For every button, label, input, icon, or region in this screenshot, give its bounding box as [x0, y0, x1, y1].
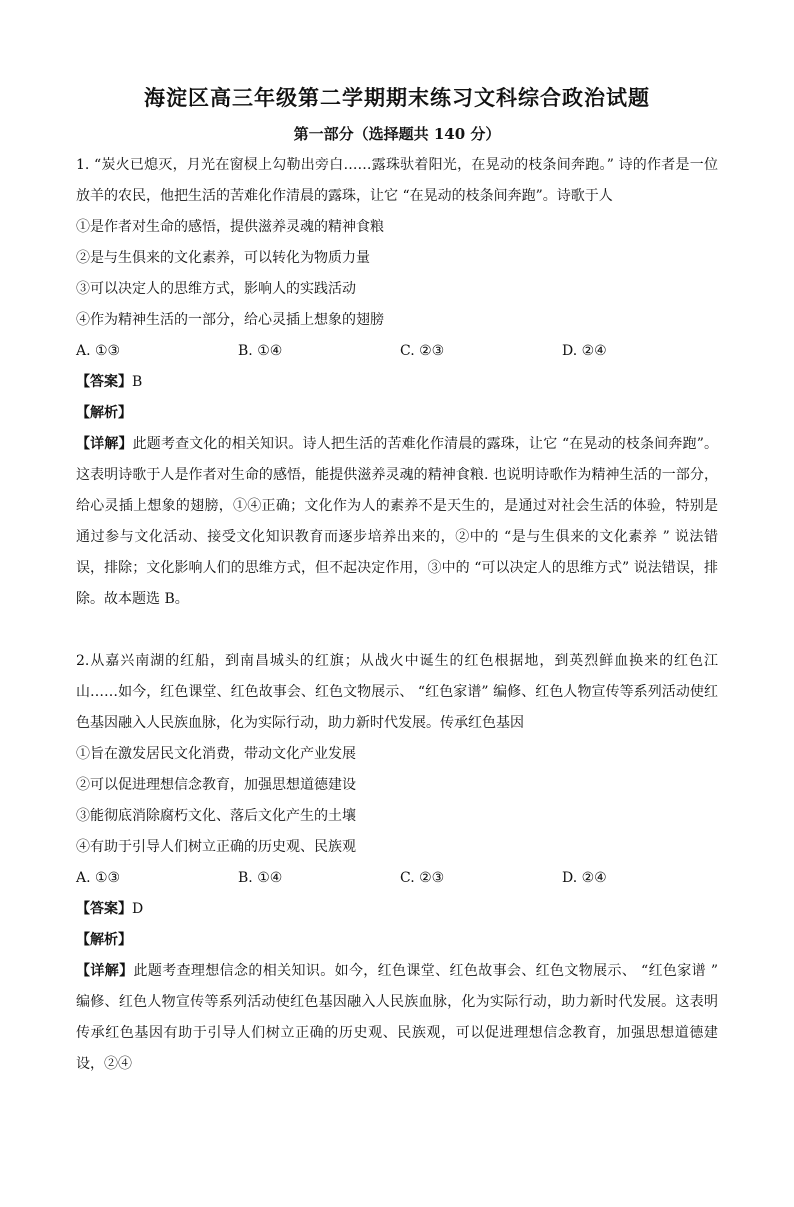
choice-a: A. ①③ — [76, 870, 121, 886]
question-stem: 1. “炭火已熄灭，月光在窗棂上勾勒出旁白……露珠驮着阳光，在晃动的枝条间奔跑。” 诗的作者是一位放羊的农民，他把生活的苦难化作清晨的露珠，让它 “在晃动的枝条间奔跑”。诗歌于人 — [76, 157, 718, 204]
page-title: 海淀区高三年级第二学期期末练习文科综合政治试题 — [144, 85, 650, 110]
choice-row — [76, 863, 718, 894]
choice-row — [76, 336, 718, 367]
detail-label: 【详解】 — [76, 436, 133, 452]
option-item: ①旨在激发居民文化消费，带动文化产业发展 — [76, 746, 356, 762]
detail-text: 此题考查文化的相关知识。诗人把生活的苦难化作清晨的露珠，让它 “在晃动的枝条间奔跑”。这表明诗歌于人是作者对生命的感悟，能提供滋养灵魂的精神食粮. 也说明诗歌作为精神生活的一部分，给心灵插上想象的翅膀，①④正确；文化作为人的素养不是天生的，是通过对社会生活的体验，特别是通过参与文化活动、接受文化知识教育而逐步培养出来的，②中的 “是与生俱来的文化素养 ” 说法错误，排除；文化影响人们的思维方式，但不起决定作用，③中的 “可以决定人的思维方式” 说法错误，排除。故本题选 B。 — [76, 436, 719, 607]
choice-a: A. ①③ — [76, 343, 121, 359]
detail-paragraph — [76, 429, 718, 615]
detail-paragraph — [76, 956, 718, 1080]
answer-value: B — [132, 374, 143, 390]
detail-text: 此题考查理想信念的相关知识。如今，红色课堂、红色故事会、红色文物展示、 “红色家谱 ” 编修、红色人物宣传等系列活动使红色基因融入人民族血脉，化为实际行动，助力新时代发展。这表明传承红色基因有助于引导人们树立正确的历史观、民族观，可以促进理想信念教育，加强思想道德建设，②④ — [76, 963, 719, 1072]
answer-line — [76, 367, 718, 398]
option-item: ④有助于引导人们树立正确的历史观、民族观 — [76, 839, 356, 855]
choice-d: D. ②④ — [562, 870, 607, 886]
choice-c: C. ②③ — [400, 343, 445, 359]
option-item: ②可以促进理想信念教育，加强思想道德建设 — [76, 777, 356, 793]
question-1 — [76, 150, 718, 615]
answer-label: 【答案】 — [76, 374, 132, 390]
choice-c: C. ②③ — [400, 870, 445, 886]
answer-value: D — [132, 901, 144, 917]
section-subtitle: 第一部分（选择题共 140 分） — [293, 125, 501, 143]
answer-label: 【答案】 — [76, 901, 132, 917]
document-page — [0, 84, 794, 1207]
choice-b: B. ①④ — [238, 870, 283, 886]
choice-b: B. ①④ — [238, 343, 283, 359]
option-item: ④作为精神生活的一部分，给心灵插上想象的翅膀 — [76, 312, 384, 328]
choice-d: D. ②④ — [562, 343, 607, 359]
analysis-label: 【解析】 — [76, 932, 132, 948]
option-item: ②是与生俱来的文化素养，可以转化为物质力量 — [76, 250, 370, 266]
question-2 — [76, 646, 718, 1080]
answer-line — [76, 894, 718, 925]
option-item: ①是作者对生命的感悟，提供滋养灵魂的精神食粮 — [76, 219, 384, 235]
analysis-label: 【解析】 — [76, 405, 132, 421]
option-item: ③可以决定人的思维方式，影响人的实践活动 — [76, 281, 356, 297]
option-item: ③能彻底消除腐朽文化、落后文化产生的土壤 — [76, 808, 356, 824]
spacer — [76, 615, 718, 646]
detail-label: 【详解】 — [76, 963, 134, 979]
question-stem: 2.从嘉兴南湖的红船，到南昌城头的红旗；从战火中诞生的红色根据地，到英烈鲜血换来的红色江山……如今，红色课堂、红色故事会、红色文物展示、 “红色家谱” 编修、红色人物宣传等系列活动使红色基因融入人民族血脉，化为实际行动，助力新时代发展。传承红色基因 — [76, 653, 718, 731]
